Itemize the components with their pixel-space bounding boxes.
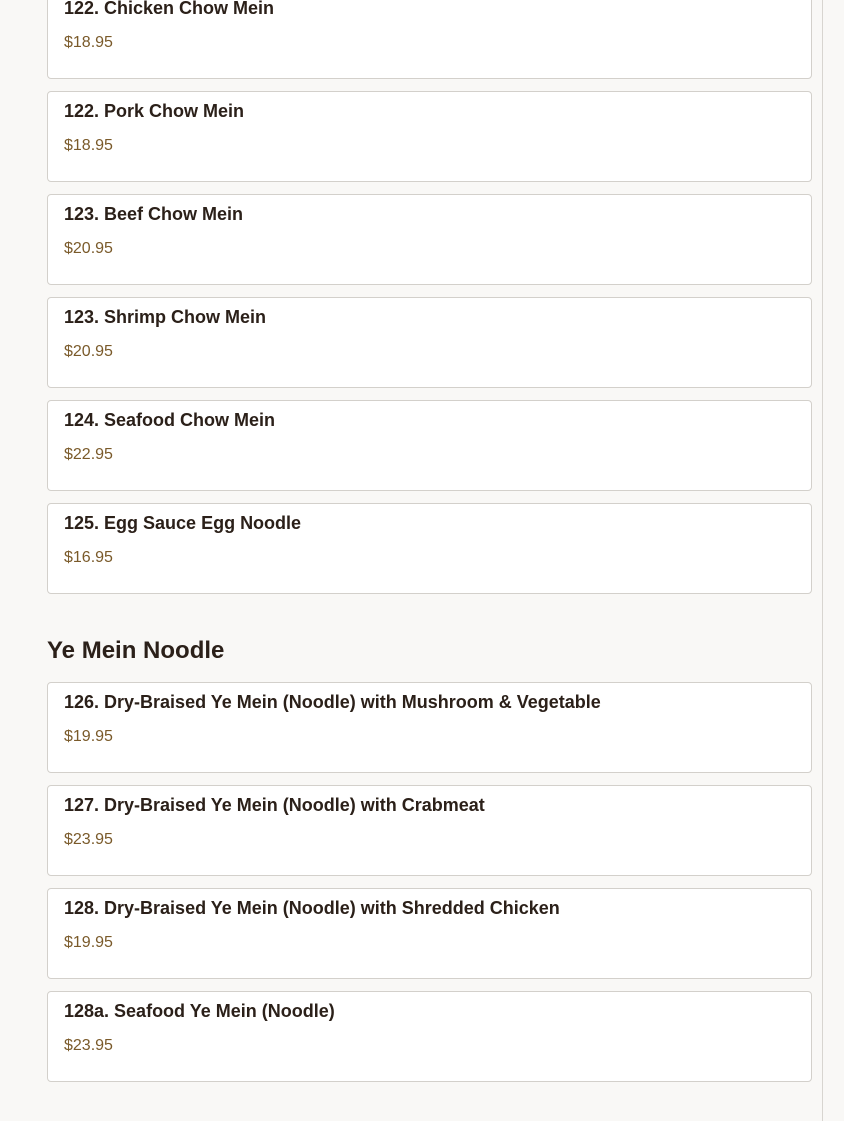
- menu-item-name: 122. Pork Chow Mein: [64, 101, 245, 121]
- menu-item-name: 124. Seafood Chow Mein: [64, 410, 276, 430]
- menu-item-card[interactable]: [47, 194, 812, 285]
- menu-item-price: $20.95: [64, 240, 113, 257]
- menu-item-price: $18.95: [64, 34, 113, 51]
- menu-item-price: $22.95: [64, 446, 113, 463]
- menu-item-card[interactable]: [47, 991, 812, 1082]
- menu-item-price: $16.95: [64, 549, 113, 566]
- menu-item-name: 123. Beef Chow Mein: [64, 204, 244, 224]
- menu-item-name: 125. Egg Sauce Egg Noodle: [64, 513, 302, 533]
- menu-item-price: $23.95: [64, 831, 113, 848]
- menu-item-name: 127. Dry-Braised Ye Mein (Noodle) with Crabmeat: [64, 795, 485, 815]
- ye-mein-item-list: [47, 682, 812, 1094]
- menu-item-price: $20.95: [64, 343, 113, 360]
- menu-item-price: $19.95: [64, 934, 113, 951]
- menu-item-name: 123. Shrimp Chow Mein: [64, 307, 267, 327]
- menu-item-card[interactable]: [47, 0, 812, 79]
- menu-item-card[interactable]: [47, 785, 812, 876]
- menu-item-price: $23.95: [64, 1037, 113, 1054]
- menu-item-name: 128a. Seafood Ye Mein (Noodle): [64, 1001, 335, 1021]
- chow-mein-item-list: [47, 0, 812, 606]
- menu-item-card[interactable]: [47, 91, 812, 182]
- menu-item-name: 122. Chicken Chow Mein: [64, 0, 275, 18]
- menu-item-card[interactable]: [47, 888, 812, 979]
- menu-item-card[interactable]: [47, 400, 812, 491]
- menu-item-price: $19.95: [64, 728, 113, 745]
- menu-item-name: 126. Dry-Braised Ye Mein (Noodle) with Mushroom & Vegetable: [64, 692, 601, 712]
- section-title-ye-mein-noodle: Ye Mein Noodle: [47, 637, 225, 664]
- menu-item-card[interactable]: [47, 503, 812, 594]
- menu-item-name: 128. Dry-Braised Ye Mein (Noodle) with Shredded Chicken: [64, 898, 560, 918]
- menu-item-card[interactable]: [47, 682, 812, 773]
- menu-item-price: $18.95: [64, 137, 113, 154]
- menu-item-card[interactable]: [47, 297, 812, 388]
- panel-divider: [822, 0, 823, 1121]
